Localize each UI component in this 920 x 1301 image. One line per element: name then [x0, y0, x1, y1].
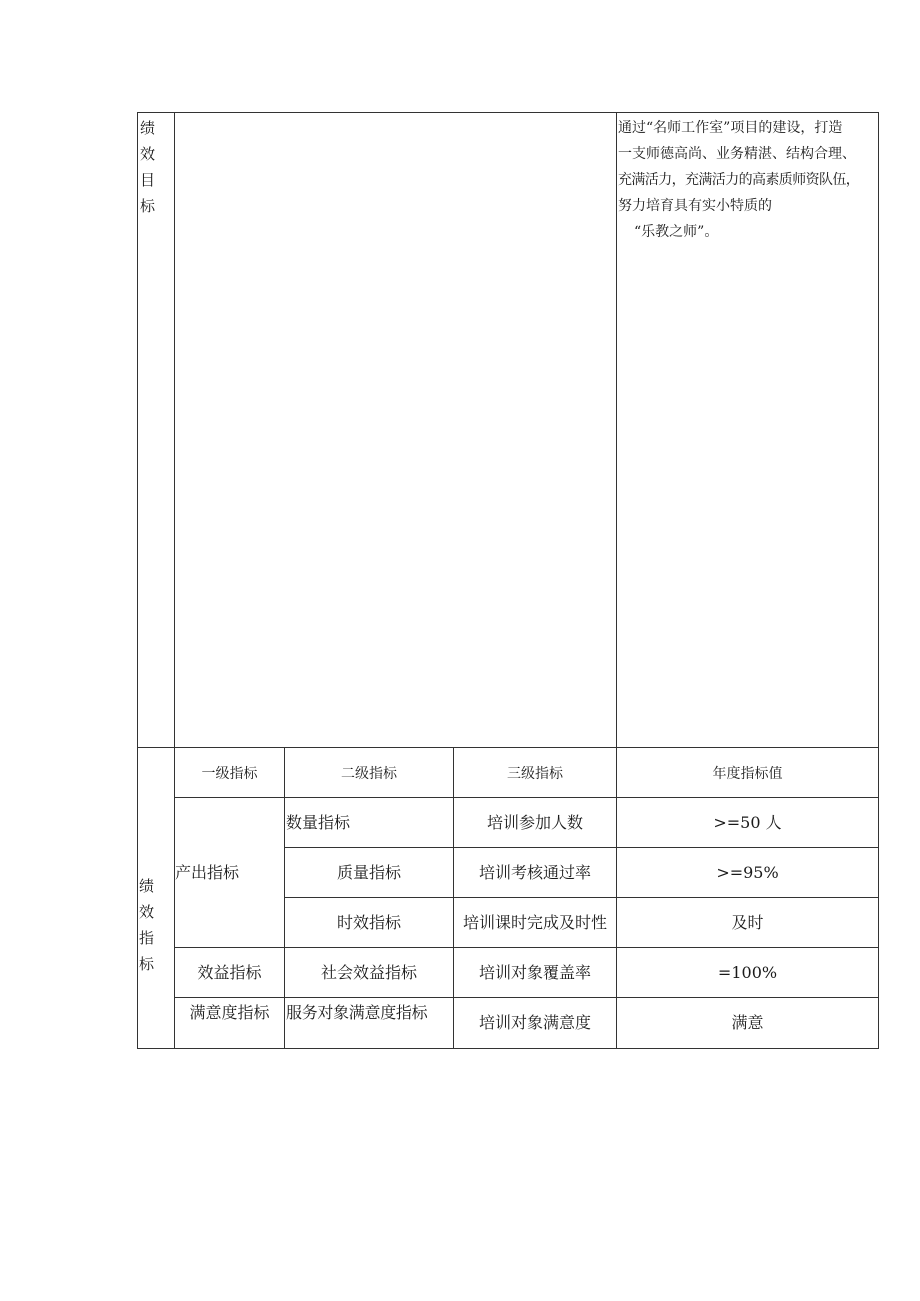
header-value: 年度指标值 [616, 747, 879, 798]
output-level1-cell [174, 797, 285, 948]
goal-text-line: 努力培育具有实小特质的 [618, 198, 772, 214]
quality-value-cell: >=95% [616, 847, 879, 898]
benefit-level3-cell: 培训对象覆盖率 [453, 947, 617, 998]
goal-label-cell [137, 112, 175, 748]
timeliness-level2-cell: 时效指标 [284, 897, 454, 948]
goal-blank-cell [174, 112, 617, 748]
quantity-level3-cell: 培训参加人数 [453, 797, 617, 848]
goal-text-line: 一支师德高尚、业务精湛、结构合理、 [618, 146, 856, 162]
goal-text-line: “乐教之师”。 [634, 224, 719, 240]
quantity-level2-cell: 数量指标 [284, 797, 454, 848]
benefit-level2-cell: 社会效益指标 [284, 947, 454, 998]
timeliness-value-cell: 及时 [616, 897, 879, 948]
goal-text-line: 通过“名师工作室”项目的建设，打造 [618, 120, 843, 136]
satisfaction-value-cell: 满意 [616, 997, 879, 1049]
indicators-label-cell [137, 747, 175, 1049]
benefit-value-cell: =100% [616, 947, 879, 998]
quality-level2-cell: 质量指标 [284, 847, 454, 898]
satisfaction-level2-cell: 服务对象满意度指标 [284, 997, 454, 1049]
header-level3: 三级指标 [453, 747, 617, 798]
goal-text-line: 充满活力，充满活力的高素质师资队伍， [618, 172, 860, 188]
header-level1: 一级指标 [174, 747, 285, 798]
goal-text-cell [616, 112, 879, 748]
header-level2: 二级指标 [284, 747, 454, 798]
goal-text [618, 115, 880, 245]
quality-level3-cell: 培训考核通过率 [453, 847, 617, 898]
timeliness-level3-cell: 培训课时完成及时性 [453, 897, 617, 948]
quantity-value-cell: >=50 人 [616, 797, 879, 848]
satisfaction-level1-cell: 满意度指标 [174, 997, 285, 1049]
indicators-label: 绩效指标 [139, 877, 162, 973]
goal-label: 绩效目标 [140, 119, 157, 215]
benefit-level1-cell: 效益指标 [174, 947, 285, 998]
satisfaction-level3-cell: 培训对象满意度 [453, 997, 617, 1049]
output-level1: 产出指标 [175, 862, 240, 882]
